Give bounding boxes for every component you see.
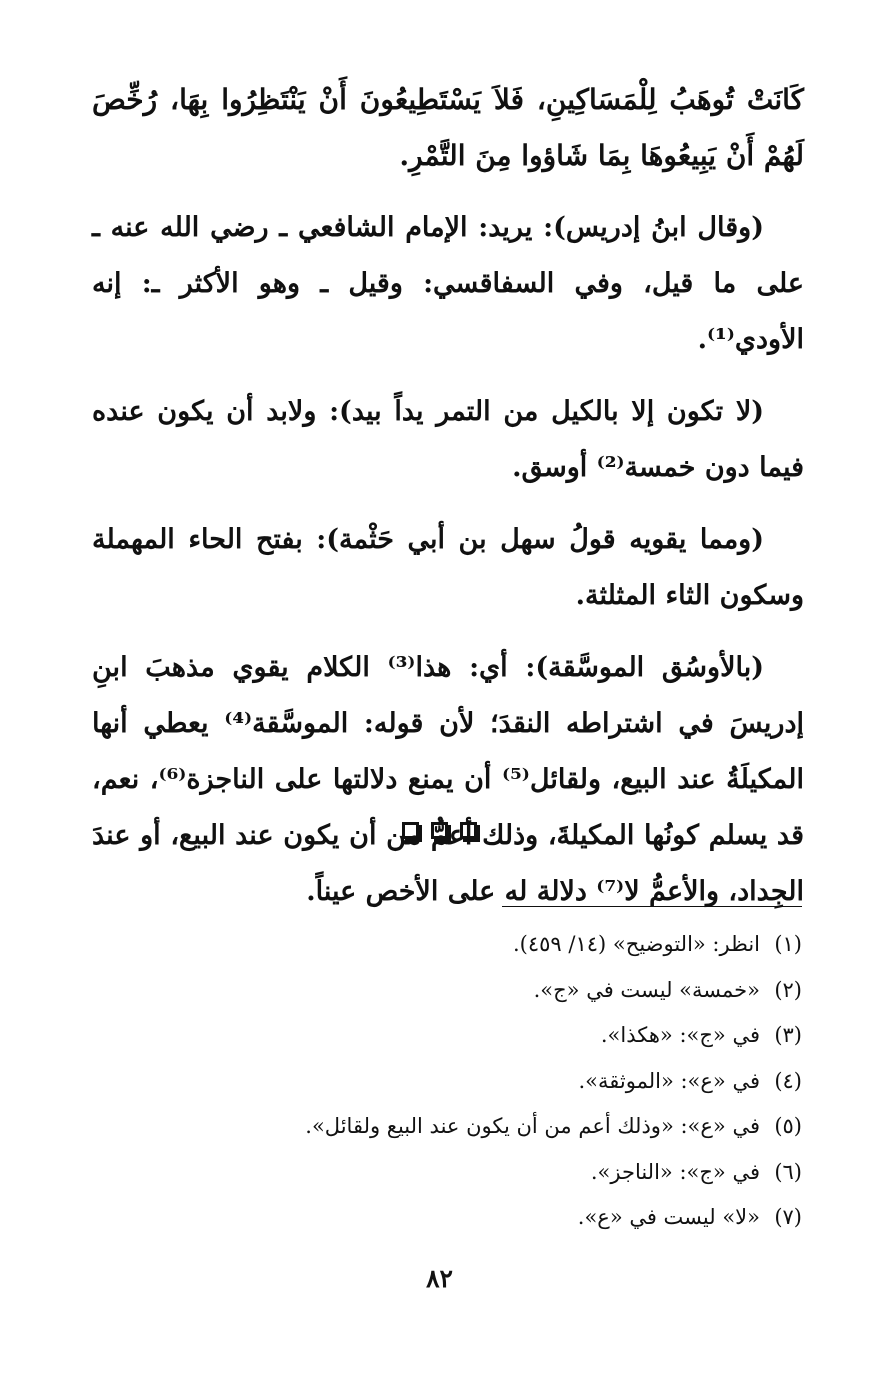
footnote-text: في «ع»: «وذلك أعم من أن يكون عند البيع ولقائل». <box>305 1114 760 1138</box>
footnote-number: (٧) <box>774 1205 802 1229</box>
footnote-number: (٢) <box>774 977 802 1002</box>
footnote-text: انظر: «التوضيح» (١٤/ ٤٥٩). <box>513 932 760 956</box>
commentary-paragraph: (وقال ابنُ إدريس): يريد: الإمام الشافعي ـ رضي الله عنه ـ على ما قيل، وفي السفاقسي: وقيل ـ وهو الأكثر ـ: إنه الأودي⁽¹⁾. <box>92 212 804 355</box>
section-divider <box>0 822 879 839</box>
square-ornament-icon <box>431 822 448 839</box>
footnote-number: (٥) <box>774 1114 802 1138</box>
footnote-text: في «ج»: «الناجز». <box>590 1159 760 1184</box>
footnote <box>82 968 802 1014</box>
footnote <box>82 922 802 968</box>
commentary-paragraph: (ومما يقويه قولُ سهل بن أبي حَثْمة): بفتح الحاء المهملة وسكون الثاء المثلثة. <box>92 524 804 611</box>
footnote <box>82 1059 802 1105</box>
main-text <box>92 72 804 936</box>
footnote-text: في «ج»: «هكذا». <box>600 1023 760 1047</box>
page-number: ٨٢ <box>426 1264 453 1293</box>
footnote-text: في «ع»: «الموثقة». <box>578 1068 760 1093</box>
commentary-paragraph: (لا تكون إلا بالكيل من التمر يداً بيد): ولابد أن يكون عنده فيما دون خمسة⁽²⁾ أوسق. <box>92 396 804 483</box>
hadith-continuation: كَانَتْ تُوهَبُ لِلْمَسَاكِينِ، فَلاَ يَسْتَطِيعُونَ أَنْ يَنْتَظِرُوا بِهَا، رُخِّصَ لَهُمْ أَنْ يَبِيعُوهَا بِمَا شَاؤوا مِنَ التَّمْرِ. <box>92 83 804 172</box>
footnote <box>82 1150 802 1196</box>
commentary-paragraph: (بالأوسُق الموسَّقة): أي: هذا⁽³⁾ الكلام يقوي مذهبَ ابنِ إدريسَ في اشتراطه النقدَ؛ لأن قوله: الموسَّقة⁽⁴⁾ يعطي أنها المكيلَةُ عند البيع، ولقائل⁽⁵⁾ أن يمنع دلالتها على الناجزة⁽⁶⁾، نعم، قد يسلم كونُها المكيلةَ، وذلك أعمُّ من أن يكون عند البيع، أو عندَ الجِداد، والأعمُّ لا⁽⁷⁾ دلالة له على الأخص عيناً. <box>92 652 804 907</box>
footnote-number: (٤) <box>774 1068 802 1093</box>
footnote-text: «لا» ليست في «ع». <box>577 1205 760 1229</box>
footnote-number: (٣) <box>774 1023 802 1047</box>
footnote <box>82 1104 802 1150</box>
square-ornament-icon <box>460 822 477 839</box>
square-ornament-icon <box>402 822 419 839</box>
footnote <box>82 1013 802 1059</box>
footnote-number: (٦) <box>774 1159 802 1184</box>
footnote-separator <box>502 906 802 907</box>
footnote-number: (١) <box>774 932 802 956</box>
footnote <box>82 1195 802 1241</box>
footnote-text: «خمسة» ليست في «ج». <box>533 977 760 1002</box>
footnotes <box>82 922 802 1241</box>
